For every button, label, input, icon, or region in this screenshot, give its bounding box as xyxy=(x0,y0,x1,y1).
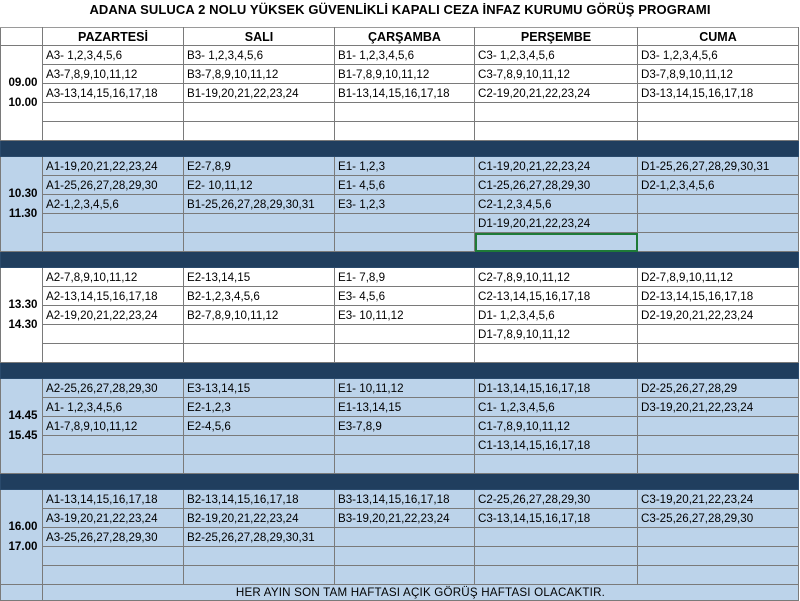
visit-cell[interactable]: E3- 1,2,3 xyxy=(335,195,475,214)
visit-cell[interactable] xyxy=(335,103,475,122)
visit-cell[interactable]: A3-25,26,27,28,29,30 xyxy=(43,528,184,547)
time-end: 10.00 xyxy=(8,96,38,109)
visit-cell[interactable] xyxy=(475,122,638,141)
schedule-body xyxy=(1,46,799,601)
visit-cell[interactable]: D1-13,14,15,16,17,18 xyxy=(475,379,638,398)
visit-cell[interactable]: A2-13,14,15,16,17,18 xyxy=(43,287,184,306)
visit-cell[interactable]: E2-13,14,15 xyxy=(184,268,335,287)
visit-cell[interactable]: E2-4,5,6 xyxy=(184,417,335,436)
visit-cell[interactable]: C3- 1,2,3,4,5,6 xyxy=(475,46,638,65)
visit-cell[interactable]: C1-19,20,21,22,23,24 xyxy=(475,157,638,176)
schedule-row xyxy=(1,84,799,103)
visit-cell[interactable] xyxy=(638,325,799,344)
visit-cell[interactable]: E3-13,14,15 xyxy=(184,379,335,398)
day-header[interactable]: ÇARŞAMBA xyxy=(335,28,475,46)
visit-cell[interactable]: A1-13,14,15,16,17,18 xyxy=(43,490,184,509)
time-start: 13.30 xyxy=(8,298,38,311)
visit-cell[interactable] xyxy=(335,233,475,252)
schedule-row xyxy=(1,122,799,141)
schedule-row xyxy=(1,306,799,325)
visit-cell[interactable]: D2-25,26,27,28,29 xyxy=(638,379,799,398)
visit-cell[interactable] xyxy=(475,455,638,474)
visit-cell[interactable] xyxy=(184,455,335,474)
visit-cell[interactable] xyxy=(43,436,184,455)
visit-cell[interactable] xyxy=(43,103,184,122)
visit-cell[interactable]: E2-1,2,3 xyxy=(184,398,335,417)
schedule-row xyxy=(1,325,799,344)
time-start: 16.00 xyxy=(8,520,38,533)
visit-cell[interactable]: D3-13,14,15,16,17,18 xyxy=(638,84,799,103)
day-header[interactable]: PAZARTESİ xyxy=(43,28,184,46)
visit-cell[interactable]: D1-25,26,27,28,29,30,31 xyxy=(638,157,799,176)
visit-cell[interactable]: D3-19,20,21,22,23,24 xyxy=(638,398,799,417)
visit-cell[interactable] xyxy=(638,417,799,436)
slot-separator xyxy=(1,474,799,490)
schedule-row xyxy=(1,176,799,195)
visit-cell[interactable]: E1- 10,11,12 xyxy=(335,379,475,398)
time-slot-cell[interactable] xyxy=(1,268,43,363)
visit-cell[interactable]: B2-7,8,9,10,11,12 xyxy=(184,306,335,325)
separator-bar xyxy=(1,363,799,379)
visit-cell[interactable]: B3- 1,2,3,4,5,6 xyxy=(184,46,335,65)
visit-cell[interactable] xyxy=(43,344,184,363)
visit-cell[interactable] xyxy=(638,436,799,455)
header-row xyxy=(1,28,799,46)
slot-separator xyxy=(1,141,799,157)
visit-cell[interactable]: E2- 10,11,12 xyxy=(184,176,335,195)
visit-cell[interactable]: D2-19,20,21,22,23,24 xyxy=(638,306,799,325)
visit-cell[interactable]: A1- 1,2,3,4,5,6 xyxy=(43,398,184,417)
schedule-row xyxy=(1,566,799,585)
visit-cell[interactable]: D2-1,2,3,4,5,6 xyxy=(638,176,799,195)
visit-cell[interactable]: C1-13,14,15,16,17,18 xyxy=(475,436,638,455)
separator-bar xyxy=(1,141,799,157)
visit-cell[interactable] xyxy=(43,233,184,252)
visit-cell[interactable]: D2-13,14,15,16,17,18 xyxy=(638,287,799,306)
visit-cell[interactable] xyxy=(43,566,184,585)
visit-cell[interactable] xyxy=(475,103,638,122)
visit-cell[interactable] xyxy=(475,566,638,585)
schedule-row xyxy=(1,379,799,398)
time-slot-cell[interactable] xyxy=(1,379,43,474)
time-start: 14.45 xyxy=(8,409,38,422)
schedule-row xyxy=(1,398,799,417)
visit-cell[interactable]: A2-19,20,21,22,23,24 xyxy=(43,306,184,325)
visit-cell[interactable]: C1-25,26,27,28,29,30 xyxy=(475,176,638,195)
schedule-row xyxy=(1,157,799,176)
visit-cell[interactable]: C1- 1,2,3,4,5,6 xyxy=(475,398,638,417)
day-header[interactable]: PERŞEMBE xyxy=(475,28,638,46)
schedule-row xyxy=(1,490,799,509)
schedule-row xyxy=(1,455,799,474)
visit-cell[interactable]: B1- 1,2,3,4,5,6 xyxy=(335,46,475,65)
visit-cell[interactable]: B3-19,20,21,22,23,24 xyxy=(335,509,475,528)
visit-cell[interactable]: C3-19,20,21,22,23,24 xyxy=(638,490,799,509)
visit-cell[interactable]: D1- 1,2,3,4,5,6 xyxy=(475,306,638,325)
schedule-row xyxy=(1,103,799,122)
visit-cell[interactable]: B1-13,14,15,16,17,18 xyxy=(335,84,475,103)
schedule-row xyxy=(1,268,799,287)
visit-cell[interactable]: A1-7,8,9,10,11,12 xyxy=(43,417,184,436)
schedule-row xyxy=(1,509,799,528)
visit-cell[interactable]: A3-19,20,21,22,23,24 xyxy=(43,509,184,528)
visit-cell[interactable]: D3- 1,2,3,4,5,6 xyxy=(638,46,799,65)
visit-cell[interactable] xyxy=(638,233,799,252)
visit-cell[interactable]: D1-19,20,21,22,23,24 xyxy=(475,214,638,233)
schedule-row xyxy=(1,214,799,233)
visit-cell[interactable]: A3- 1,2,3,4,5,6 xyxy=(43,46,184,65)
schedule-row xyxy=(1,547,799,566)
visit-cell[interactable] xyxy=(638,455,799,474)
visit-cell[interactable] xyxy=(184,103,335,122)
visit-cell[interactable]: C2-7,8,9,10,11,12 xyxy=(475,268,638,287)
visit-cell[interactable]: A2-1,2,3,4,5,6 xyxy=(43,195,184,214)
visit-cell[interactable] xyxy=(335,455,475,474)
visit-cell[interactable]: C2-1,2,3,4,5,6 xyxy=(475,195,638,214)
schedule-row xyxy=(1,233,799,252)
visit-cell[interactable]: B3-7,8,9,10,11,12 xyxy=(184,65,335,84)
visit-cell[interactable] xyxy=(475,528,638,547)
visit-cell[interactable] xyxy=(184,566,335,585)
separator-bar xyxy=(1,474,799,490)
visit-cell[interactable]: D1-7,8,9,10,11,12 xyxy=(475,325,638,344)
visit-cell[interactable] xyxy=(43,122,184,141)
visit-cell[interactable]: B2-13,14,15,16,17,18 xyxy=(184,490,335,509)
visit-cell[interactable]: E2-7,8,9 xyxy=(184,157,335,176)
visit-cell[interactable] xyxy=(638,103,799,122)
visit-cell[interactable]: C2-13,14,15,16,17,18 xyxy=(475,287,638,306)
corner-cell xyxy=(1,28,43,46)
visit-cell[interactable]: C3-25,26,27,28,29,30 xyxy=(638,509,799,528)
footer-blank-cell xyxy=(1,585,43,601)
schedule-row xyxy=(1,528,799,547)
day-header[interactable]: CUMA xyxy=(638,28,799,46)
time-end: 14.30 xyxy=(8,318,38,331)
visit-cell[interactable]: B3-13,14,15,16,17,18 xyxy=(335,490,475,509)
schedule-row xyxy=(1,46,799,65)
visit-cell[interactable]: B2-19,20,21,22,23,24 xyxy=(184,509,335,528)
footer-row xyxy=(1,585,799,601)
visit-cell[interactable] xyxy=(335,325,475,344)
visit-cell[interactable] xyxy=(335,547,475,566)
visit-cell[interactable]: A3-13,14,15,16,17,18 xyxy=(43,84,184,103)
visit-cell[interactable] xyxy=(184,436,335,455)
visit-cell[interactable]: E1- 4,5,6 xyxy=(335,176,475,195)
visit-cell[interactable] xyxy=(638,547,799,566)
visit-cell[interactable]: A2-25,26,27,28,29,30 xyxy=(43,379,184,398)
visit-cell[interactable] xyxy=(335,566,475,585)
visit-cell[interactable]: C3-13,14,15,16,17,18 xyxy=(475,509,638,528)
visit-cell[interactable] xyxy=(475,233,638,252)
visit-cell[interactable]: A1-25,26,27,28,29,30 xyxy=(43,176,184,195)
slot-separator xyxy=(1,252,799,268)
visit-cell[interactable]: B2-25,26,27,28,29,30,31 xyxy=(184,528,335,547)
page-title: ADANA SULUCA 2 NOLU YÜKSEK GÜVENLİKLİ KAPALI CEZA İNFAZ KURUMU GÖRÜŞ PROGRAMI xyxy=(89,2,711,17)
visit-cell[interactable]: E3-7,8,9 xyxy=(335,417,475,436)
visit-cell[interactable]: E3- 4,5,6 xyxy=(335,287,475,306)
visit-cell[interactable] xyxy=(184,214,335,233)
schedule-row xyxy=(1,344,799,363)
visit-cell[interactable] xyxy=(475,547,638,566)
visit-cell[interactable] xyxy=(184,547,335,566)
visit-cell[interactable]: B1-19,20,21,22,23,24 xyxy=(184,84,335,103)
visit-cell[interactable] xyxy=(638,214,799,233)
time-end: 11.30 xyxy=(8,207,38,220)
visit-cell[interactable]: B1-25,26,27,28,29,30,31 xyxy=(184,195,335,214)
schedule-row xyxy=(1,65,799,84)
visit-cell[interactable]: A2-7,8,9,10,11,12 xyxy=(43,268,184,287)
visit-cell[interactable] xyxy=(335,528,475,547)
visit-cell[interactable]: C3-7,8,9,10,11,12 xyxy=(475,65,638,84)
visit-cell[interactable] xyxy=(638,528,799,547)
time-start: 09.00 xyxy=(8,76,38,89)
visit-cell[interactable]: B1-7,8,9,10,11,12 xyxy=(335,65,475,84)
visit-cell[interactable]: A1-19,20,21,22,23,24 xyxy=(43,157,184,176)
day-header[interactable]: SALI xyxy=(184,28,335,46)
visit-cell[interactable]: E1- 7,8,9 xyxy=(335,268,475,287)
visit-cell[interactable]: D3-7,8,9,10,11,12 xyxy=(638,65,799,84)
visit-cell[interactable]: E1- 1,2,3 xyxy=(335,157,475,176)
visit-cell[interactable]: B2-1,2,3,4,5,6 xyxy=(184,287,335,306)
time-end: 17.00 xyxy=(8,540,38,553)
visit-cell[interactable] xyxy=(184,344,335,363)
visit-cell[interactable]: E1-13,14,15 xyxy=(335,398,475,417)
visit-cell[interactable] xyxy=(638,566,799,585)
visit-cell[interactable]: C2-19,20,21,22,23,24 xyxy=(475,84,638,103)
visit-cell[interactable] xyxy=(638,122,799,141)
visit-cell[interactable] xyxy=(184,122,335,141)
schedule-row xyxy=(1,195,799,214)
visit-cell[interactable]: D2-7,8,9,10,11,12 xyxy=(638,268,799,287)
visit-cell[interactable]: C1-7,8,9,10,11,12 xyxy=(475,417,638,436)
visit-cell[interactable] xyxy=(43,455,184,474)
footer-note: HER AYIN SON TAM HAFTASI AÇIK GÖRÜŞ HAFTASI OLACAKTIR. xyxy=(43,585,799,601)
visit-cell[interactable]: C2-25,26,27,28,29,30 xyxy=(475,490,638,509)
visit-cell[interactable] xyxy=(335,436,475,455)
separator-bar xyxy=(1,252,799,268)
schedule-row xyxy=(1,417,799,436)
visit-cell[interactable] xyxy=(335,122,475,141)
visit-cell[interactable] xyxy=(335,214,475,233)
time-slot-cell[interactable] xyxy=(1,46,43,141)
visit-cell[interactable] xyxy=(43,214,184,233)
schedule-row xyxy=(1,436,799,455)
visit-cell[interactable] xyxy=(43,325,184,344)
time-start: 10.30 xyxy=(8,187,38,200)
visit-cell[interactable] xyxy=(638,344,799,363)
visit-cell[interactable] xyxy=(43,547,184,566)
visit-cell[interactable] xyxy=(184,325,335,344)
visit-cell[interactable]: A3-7,8,9,10,11,12 xyxy=(43,65,184,84)
visit-cell[interactable] xyxy=(335,344,475,363)
time-end: 15.45 xyxy=(8,429,38,442)
schedule-row xyxy=(1,287,799,306)
visit-cell[interactable] xyxy=(184,233,335,252)
visit-schedule-table xyxy=(0,27,799,601)
visit-cell[interactable] xyxy=(475,344,638,363)
visit-cell[interactable]: E3- 10,11,12 xyxy=(335,306,475,325)
visit-cell[interactable] xyxy=(638,195,799,214)
slot-separator xyxy=(1,363,799,379)
time-slot-cell[interactable] xyxy=(1,490,43,585)
time-slot-cell[interactable] xyxy=(1,157,43,252)
